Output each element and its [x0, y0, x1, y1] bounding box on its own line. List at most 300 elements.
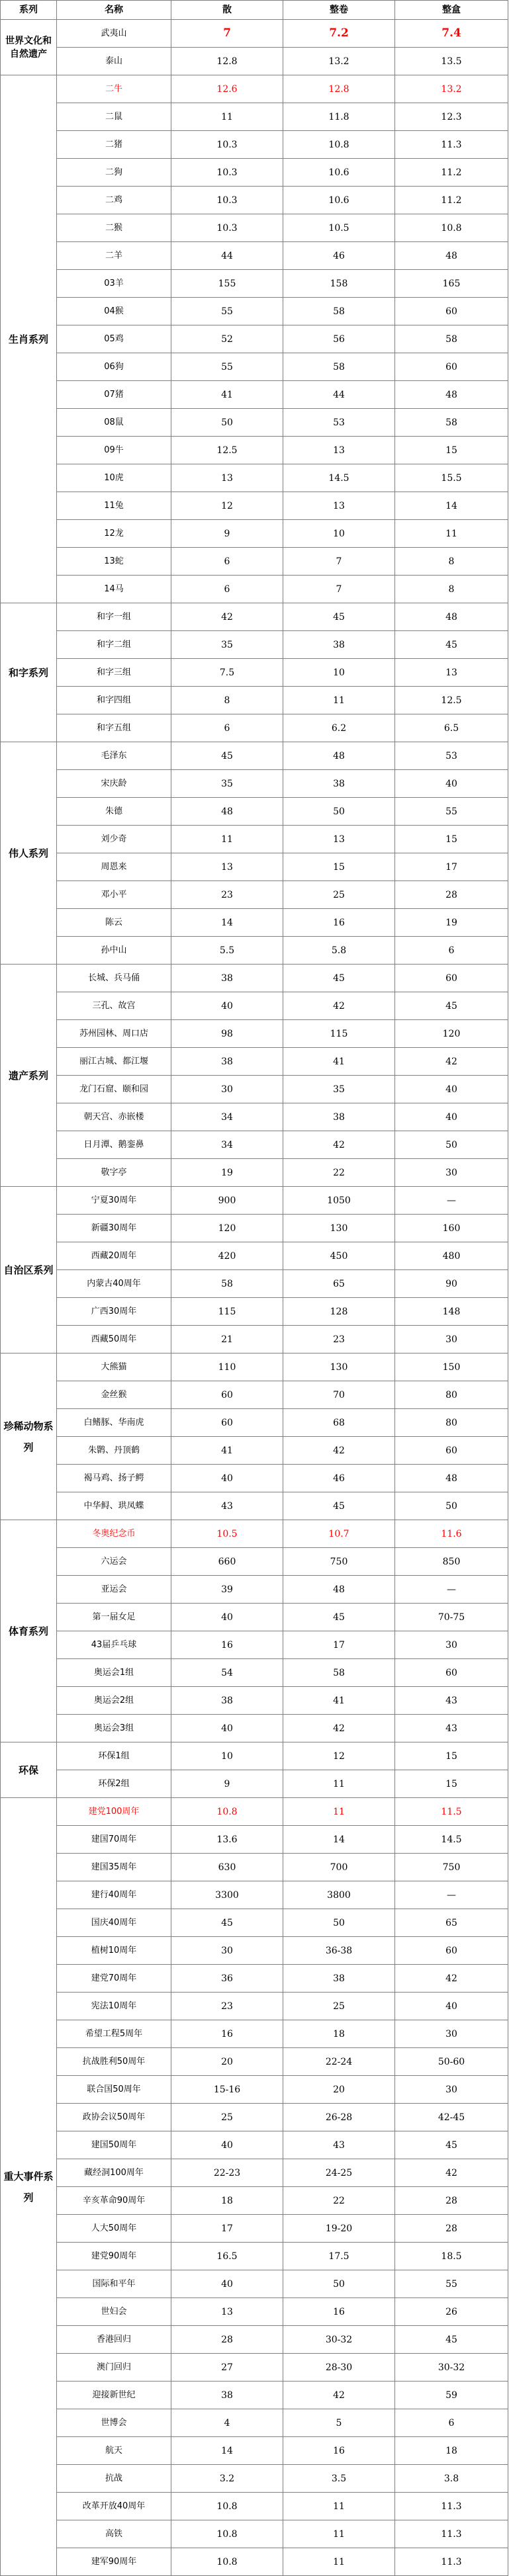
roll-price-cell: 36-38	[283, 1937, 395, 1965]
box-price-cell: 165	[395, 270, 508, 298]
loose-price-cell: 110	[171, 1353, 283, 1381]
loose-price-cell: 40	[171, 1465, 283, 1492]
table-row	[1, 325, 508, 353]
roll-price-cell: 50	[283, 798, 395, 826]
box-price-cell: 58	[395, 409, 508, 437]
name-cell: 藏经洞100周年	[57, 2159, 171, 2187]
table-row	[1, 1770, 508, 1798]
box-price-cell: 43	[395, 1715, 508, 1742]
table-row	[1, 2465, 508, 2493]
name-cell: 奥运会1组	[57, 1659, 171, 1687]
box-price-cell: —	[395, 1187, 508, 1215]
loose-price-cell: 17	[171, 2215, 283, 2243]
name-cell: 43届乒乓球	[57, 1631, 171, 1659]
table-row	[1, 437, 508, 464]
box-price-cell: 11.2	[395, 159, 508, 187]
roll-price-cell: 700	[283, 1854, 395, 1881]
box-price-cell: —	[395, 1576, 508, 1604]
loose-price-cell: 40	[171, 2270, 283, 2298]
loose-price-cell: 41	[171, 381, 283, 409]
box-price-cell: 14.5	[395, 1826, 508, 1854]
box-price-cell: 15	[395, 1770, 508, 1798]
table-row	[1, 1687, 508, 1715]
roll-price-cell: 10.6	[283, 159, 395, 187]
roll-price-cell: 450	[283, 1242, 395, 1270]
roll-price-cell: 45	[283, 603, 395, 631]
loose-price-cell: 12.6	[171, 75, 283, 103]
name-cell: 朱鹮、丹顶鹤	[57, 1437, 171, 1465]
roll-price-cell: 14.5	[283, 464, 395, 492]
roll-price-cell: 3800	[283, 1881, 395, 1909]
table-row	[1, 2159, 508, 2187]
table-row	[1, 1965, 508, 1993]
name-cell: 西藏50周年	[57, 1326, 171, 1353]
table-row	[1, 1937, 508, 1965]
box-price-cell: 150	[395, 1353, 508, 1381]
box-price-cell: 40	[395, 1076, 508, 1103]
name-cell: 07猪	[57, 381, 171, 409]
loose-price-cell: 115	[171, 1298, 283, 1326]
loose-price-cell: 34	[171, 1103, 283, 1131]
roll-price-cell: 22	[283, 2187, 395, 2215]
loose-price-cell: 10.8	[171, 1798, 283, 1826]
loose-price-cell: 16.5	[171, 2243, 283, 2270]
series-label: 珍稀动物系列	[1, 1353, 57, 1520]
table-row	[1, 687, 508, 714]
loose-price-cell: 55	[171, 353, 283, 381]
name-cell: 建党90周年	[57, 2243, 171, 2270]
box-price-cell: 18.5	[395, 2243, 508, 2270]
name-cell: 金丝猴	[57, 1381, 171, 1409]
loose-price-cell: 120	[171, 1215, 283, 1242]
roll-price-cell: 10	[283, 520, 395, 548]
loose-price-cell: 12	[171, 492, 283, 520]
table-row	[1, 2215, 508, 2243]
box-price-cell: 750	[395, 1854, 508, 1881]
name-cell: 宁夏30周年	[57, 1187, 171, 1215]
loose-price-cell: 900	[171, 1187, 283, 1215]
table-row	[1, 2020, 508, 2048]
box-price-cell: 50	[395, 1131, 508, 1159]
name-cell: 六运会	[57, 1548, 171, 1576]
box-price-cell: 30-32	[395, 2354, 508, 2382]
loose-price-cell: 420	[171, 1242, 283, 1270]
roll-price-cell: 19-20	[283, 2215, 395, 2243]
name-cell: 希望工程5周年	[57, 2020, 171, 2048]
loose-price-cell: 10.8	[171, 2520, 283, 2548]
table-row	[1, 770, 508, 798]
name-cell: 10虎	[57, 464, 171, 492]
name-cell: 和字三组	[57, 659, 171, 687]
loose-price-cell: 50	[171, 409, 283, 437]
roll-price-cell: 41	[283, 1048, 395, 1076]
name-cell: 陈云	[57, 909, 171, 937]
loose-price-cell: 9	[171, 1770, 283, 1798]
name-cell: 二鼠	[57, 103, 171, 131]
name-cell: 泰山	[57, 48, 171, 75]
box-price-cell: 45	[395, 992, 508, 1020]
table-row	[1, 631, 508, 659]
name-cell: 改革开放40周年	[57, 2493, 171, 2520]
box-price-cell: 40	[395, 1103, 508, 1131]
roll-price-cell: 38	[283, 631, 395, 659]
table-row	[1, 1715, 508, 1742]
loose-price-cell: 23	[171, 1993, 283, 2020]
table-row	[1, 1381, 508, 1409]
table-row	[1, 2409, 508, 2437]
series-label: 重大事件系列	[1, 1798, 57, 2576]
loose-price-cell: 11	[171, 826, 283, 853]
roll-price-cell: 15	[283, 853, 395, 881]
roll-price-cell: 10.7	[283, 1520, 395, 1548]
name-cell: 丽江古城、都江堰	[57, 1048, 171, 1076]
box-price-cell: 26	[395, 2298, 508, 2326]
table-row	[1, 187, 508, 214]
table-row	[1, 1159, 508, 1187]
name-cell: 冬奥纪念币	[57, 1520, 171, 1548]
name-cell: 大熊猫	[57, 1353, 171, 1381]
box-price-cell: 55	[395, 2270, 508, 2298]
roll-price-cell: 128	[283, 1298, 395, 1326]
name-cell: 敬字亭	[57, 1159, 171, 1187]
name-cell: 亚运会	[57, 1576, 171, 1604]
box-price-cell: 30	[395, 2020, 508, 2048]
roll-price-cell: 42	[283, 1715, 395, 1742]
series-label: 世界文化和自然遗产	[1, 20, 57, 75]
table-row	[1, 1131, 508, 1159]
table-row	[1, 103, 508, 131]
name-cell: 抗战胜利50周年	[57, 2048, 171, 2076]
box-price-cell: 30	[395, 1326, 508, 1353]
table-row	[1, 353, 508, 381]
loose-price-cell: 38	[171, 965, 283, 992]
name-cell: 香港回归	[57, 2326, 171, 2354]
box-price-cell: 50-60	[395, 2048, 508, 2076]
series-label: 和字系列	[1, 603, 57, 742]
roll-price-cell: 50	[283, 2270, 395, 2298]
name-cell: 建国50周年	[57, 2131, 171, 2159]
name-cell: 二羊	[57, 242, 171, 270]
name-cell: 新疆30周年	[57, 1215, 171, 1242]
roll-price-cell: 7.2	[283, 20, 395, 48]
box-price-cell: 12.5	[395, 687, 508, 714]
roll-price-cell: 10.5	[283, 214, 395, 242]
box-price-cell: 42	[395, 1965, 508, 1993]
roll-price-cell: 42	[283, 992, 395, 1020]
name-cell: 04猴	[57, 298, 171, 325]
roll-price-cell: 58	[283, 1659, 395, 1687]
loose-price-cell: 13	[171, 2298, 283, 2326]
box-price-cell: 14	[395, 492, 508, 520]
name-cell: 周恩来	[57, 853, 171, 881]
name-cell: 朝天宫、赤嵌楼	[57, 1103, 171, 1131]
box-price-cell: 42	[395, 1048, 508, 1076]
loose-price-cell: 12.5	[171, 437, 283, 464]
loose-price-cell: 45	[171, 1909, 283, 1937]
box-price-cell: 65	[395, 1909, 508, 1937]
box-price-cell: 480	[395, 1242, 508, 1270]
name-cell: 和字一组	[57, 603, 171, 631]
table-row	[1, 214, 508, 242]
loose-price-cell: 9	[171, 520, 283, 548]
loose-price-cell: 10.8	[171, 2493, 283, 2520]
roll-price-cell: 6.2	[283, 714, 395, 742]
roll-price-cell: 46	[283, 242, 395, 270]
box-price-cell: 13.2	[395, 75, 508, 103]
series-label: 生肖系列	[1, 75, 57, 603]
roll-price-cell: 65	[283, 1270, 395, 1298]
loose-price-cell: 60	[171, 1381, 283, 1409]
roll-price-cell: 58	[283, 353, 395, 381]
table-row	[1, 1520, 508, 1548]
roll-price-cell: 7	[283, 548, 395, 576]
loose-price-cell: 6	[171, 548, 283, 576]
box-price-cell: 45	[395, 631, 508, 659]
table-row	[1, 2520, 508, 2548]
loose-price-cell: 5.5	[171, 937, 283, 965]
name-cell: 08鼠	[57, 409, 171, 437]
table-row	[1, 1604, 508, 1631]
name-cell: 二猴	[57, 214, 171, 242]
name-cell: 毛泽东	[57, 742, 171, 770]
loose-price-cell: 10.3	[171, 159, 283, 187]
name-cell: 建党70周年	[57, 1965, 171, 1993]
box-price-cell: 30	[395, 2076, 508, 2104]
loose-price-cell: 39	[171, 1576, 283, 1604]
box-price-cell: 120	[395, 1020, 508, 1048]
roll-price-cell: 11	[283, 2548, 395, 2576]
box-price-cell: 30	[395, 1631, 508, 1659]
box-price-cell: 59	[395, 2382, 508, 2409]
table-row	[1, 1020, 508, 1048]
roll-price-cell: 35	[283, 1076, 395, 1103]
table-body	[1, 20, 508, 2576]
table-row	[1, 1298, 508, 1326]
loose-price-cell: 11	[171, 103, 283, 131]
loose-price-cell: 34	[171, 1131, 283, 1159]
roll-price-cell: 10.8	[283, 131, 395, 159]
box-price-cell: 60	[395, 353, 508, 381]
roll-price-cell: 14	[283, 1826, 395, 1854]
roll-price-cell: 68	[283, 1409, 395, 1437]
box-price-cell: 28	[395, 2187, 508, 2215]
table-row	[1, 853, 508, 881]
roll-price-cell: 20	[283, 2076, 395, 2104]
table-row	[1, 1409, 508, 1437]
roll-price-cell: 45	[283, 965, 395, 992]
box-price-cell: 70-75	[395, 1604, 508, 1631]
loose-price-cell: 10.3	[171, 131, 283, 159]
header-loose: 散	[171, 1, 283, 20]
table-row	[1, 965, 508, 992]
loose-price-cell: 10.3	[171, 214, 283, 242]
roll-price-cell: 58	[283, 298, 395, 325]
roll-price-cell: 17.5	[283, 2243, 395, 2270]
loose-price-cell: 23	[171, 881, 283, 909]
name-cell: 和字二组	[57, 631, 171, 659]
loose-price-cell: 55	[171, 298, 283, 325]
roll-price-cell: 38	[283, 770, 395, 798]
table-row	[1, 742, 508, 770]
name-cell: 苏州园林、周口店	[57, 1020, 171, 1048]
roll-price-cell: 17	[283, 1631, 395, 1659]
roll-price-cell: 12.8	[283, 75, 395, 103]
table-row	[1, 1242, 508, 1270]
box-price-cell: 13.5	[395, 48, 508, 75]
loose-price-cell: 13.6	[171, 1826, 283, 1854]
loose-price-cell: 38	[171, 2382, 283, 2409]
name-cell: 辛亥革命90周年	[57, 2187, 171, 2215]
loose-price-cell: 38	[171, 1048, 283, 1076]
box-price-cell: 43	[395, 1687, 508, 1715]
loose-price-cell: 14	[171, 2437, 283, 2465]
roll-price-cell: 45	[283, 1604, 395, 1631]
series-label: 自治区系列	[1, 1187, 57, 1353]
name-cell: 航天	[57, 2437, 171, 2465]
table-row	[1, 159, 508, 187]
roll-price-cell: 50	[283, 1909, 395, 1937]
box-price-cell: 6.5	[395, 714, 508, 742]
box-price-cell: 11.2	[395, 187, 508, 214]
roll-price-cell: 13	[283, 437, 395, 464]
box-price-cell: 6	[395, 2409, 508, 2437]
name-cell: 褐马鸡、扬子鳄	[57, 1465, 171, 1492]
roll-price-cell: 25	[283, 881, 395, 909]
loose-price-cell: 18	[171, 2187, 283, 2215]
name-cell: 建国70周年	[57, 1826, 171, 1854]
loose-price-cell: 28	[171, 2326, 283, 2354]
loose-price-cell: 98	[171, 1020, 283, 1048]
name-cell: 宋庆龄	[57, 770, 171, 798]
loose-price-cell: 6	[171, 714, 283, 742]
header-series: 系列	[1, 1, 57, 20]
box-price-cell: 11	[395, 520, 508, 548]
loose-price-cell: 10.3	[171, 187, 283, 214]
box-price-cell: 48	[395, 242, 508, 270]
name-cell: 05鸡	[57, 325, 171, 353]
name-cell: 世妇会	[57, 2298, 171, 2326]
name-cell: 和字四组	[57, 687, 171, 714]
loose-price-cell: 10	[171, 1742, 283, 1770]
table-row	[1, 131, 508, 159]
roll-price-cell: 11	[283, 687, 395, 714]
box-price-cell: 160	[395, 1215, 508, 1242]
loose-price-cell: 35	[171, 631, 283, 659]
loose-price-cell: 7.5	[171, 659, 283, 687]
loose-price-cell: 21	[171, 1326, 283, 1353]
name-cell: 白鳍豚、华南虎	[57, 1409, 171, 1437]
name-cell: 龙门石窟、颐和园	[57, 1076, 171, 1103]
table-row	[1, 2382, 508, 2409]
name-cell: 三孔、故宫	[57, 992, 171, 1020]
table-row	[1, 1548, 508, 1576]
loose-price-cell: 22-23	[171, 2159, 283, 2187]
table-row	[1, 2437, 508, 2465]
series-label: 体育系列	[1, 1520, 57, 1742]
loose-price-cell: 30	[171, 1937, 283, 1965]
loose-price-cell: 3.2	[171, 2465, 283, 2493]
loose-price-cell: 155	[171, 270, 283, 298]
table-row	[1, 1215, 508, 1242]
name-cell: 14马	[57, 576, 171, 603]
roll-price-cell: 16	[283, 2298, 395, 2326]
table-row	[1, 75, 508, 103]
header-row	[1, 1, 508, 20]
table-row	[1, 242, 508, 270]
roll-price-cell: 11	[283, 1770, 395, 1798]
table-row	[1, 1326, 508, 1353]
roll-price-cell: 22	[283, 1159, 395, 1187]
loose-price-cell: 12.8	[171, 48, 283, 75]
roll-price-cell: 10.6	[283, 187, 395, 214]
roll-price-cell: 56	[283, 325, 395, 353]
roll-price-cell: 48	[283, 1576, 395, 1604]
loose-price-cell: 13	[171, 853, 283, 881]
loose-price-cell: 43	[171, 1492, 283, 1520]
box-price-cell: 8	[395, 576, 508, 603]
table-row	[1, 1742, 508, 1770]
table-row	[1, 1103, 508, 1131]
box-price-cell: 11.5	[395, 1798, 508, 1826]
header-box: 整盒	[395, 1, 508, 20]
loose-price-cell: 35	[171, 770, 283, 798]
loose-price-cell: 48	[171, 798, 283, 826]
table-row	[1, 1798, 508, 1826]
box-price-cell: 58	[395, 325, 508, 353]
box-price-cell: 19	[395, 909, 508, 937]
loose-price-cell: 44	[171, 242, 283, 270]
box-price-cell: 10.8	[395, 214, 508, 242]
loose-price-cell: 16	[171, 1631, 283, 1659]
box-price-cell: 55	[395, 798, 508, 826]
box-price-cell: 11.3	[395, 2520, 508, 2548]
roll-price-cell: 43	[283, 2131, 395, 2159]
roll-price-cell: 22-24	[283, 2048, 395, 2076]
box-price-cell: 53	[395, 742, 508, 770]
name-cell: 广西30周年	[57, 1298, 171, 1326]
roll-price-cell: 41	[283, 1687, 395, 1715]
table-row	[1, 909, 508, 937]
name-cell: 宪法10周年	[57, 1993, 171, 2020]
table-row	[1, 937, 508, 965]
name-cell: 长城、兵马俑	[57, 965, 171, 992]
roll-price-cell: 42	[283, 1131, 395, 1159]
table-row	[1, 409, 508, 437]
name-cell: 奥运会2组	[57, 1687, 171, 1715]
name-cell: 澳门回归	[57, 2354, 171, 2382]
table-row	[1, 492, 508, 520]
name-cell: 建国35周年	[57, 1854, 171, 1881]
roll-price-cell: 750	[283, 1548, 395, 1576]
roll-price-cell: 130	[283, 1353, 395, 1381]
box-price-cell: 42-45	[395, 2104, 508, 2131]
name-cell: 建党100周年	[57, 1798, 171, 1826]
box-price-cell: 48	[395, 381, 508, 409]
loose-price-cell: 7	[171, 20, 283, 48]
box-price-cell: 40	[395, 770, 508, 798]
name-cell: 人大50周年	[57, 2215, 171, 2243]
roll-price-cell: 10	[283, 659, 395, 687]
loose-price-cell: 10.8	[171, 2548, 283, 2576]
loose-price-cell: 10.5	[171, 1520, 283, 1548]
name-cell: 二鸡	[57, 187, 171, 214]
roll-price-cell: 16	[283, 909, 395, 937]
name-cell: 06狗	[57, 353, 171, 381]
loose-price-cell: 15-16	[171, 2076, 283, 2104]
name-cell: 日月潭、鹅銮鼻	[57, 1131, 171, 1159]
box-price-cell: 45	[395, 2326, 508, 2354]
name-cell: 刘少奇	[57, 826, 171, 853]
